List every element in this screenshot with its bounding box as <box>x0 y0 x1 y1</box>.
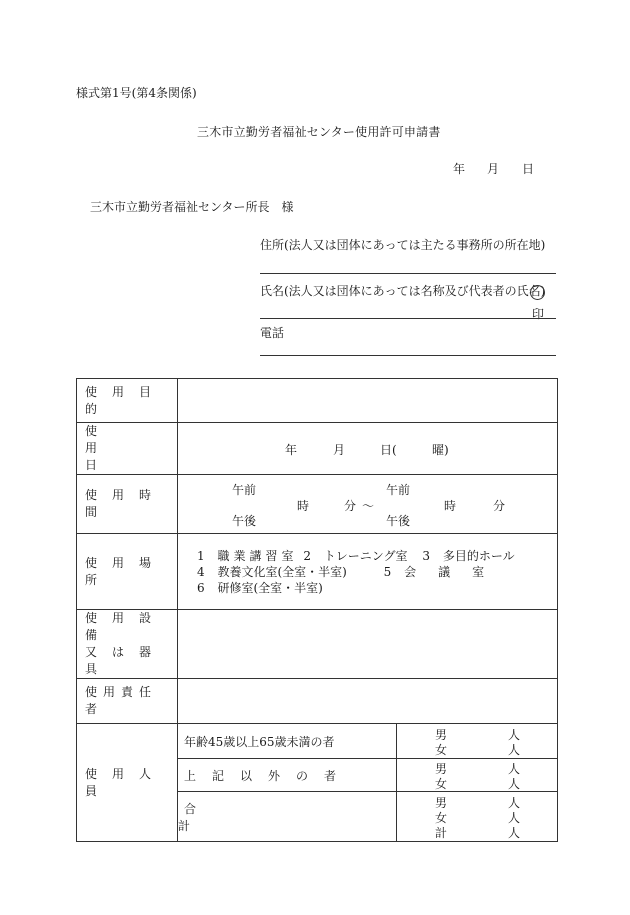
name-line <box>260 318 556 319</box>
persons-label <box>77 724 178 842</box>
row-persons-group1 <box>77 724 558 759</box>
group2-male-label: 男 <box>435 762 448 776</box>
persons-label-text: 使用人員 <box>85 766 167 798</box>
group2-female-row <box>397 775 557 790</box>
place-num-6: 6 <box>197 580 205 595</box>
persons-group1-text: 年齢45歳以上65歳未満の者 <box>184 734 335 749</box>
place-name-1[interactable]: 職業講習室 <box>217 548 298 563</box>
addressee: 三木市立勤労者福祉センター所長 様 <box>90 200 294 214</box>
place-num-2: 2 <box>303 548 311 563</box>
equipment-label-line-2: 又は器具 <box>85 645 167 676</box>
time-label <box>77 475 178 534</box>
name-label: 氏名(法人又は団体にあっては名称及び代表者の氏名) <box>260 284 546 298</box>
persons-group1-count[interactable] <box>397 724 558 759</box>
group2-male-unit: 人 <box>508 762 521 776</box>
date-cell-year: 年 <box>285 443 298 457</box>
group2-female-unit: 人 <box>508 777 521 791</box>
phone-label: 電話 <box>260 326 285 340</box>
place-field[interactable] <box>178 534 558 610</box>
total-female-label: 女 <box>435 811 448 825</box>
place-num-3: 3 <box>422 548 431 563</box>
row-time <box>77 475 558 534</box>
total-sum-unit: 人 <box>508 826 521 840</box>
date-day: 日 <box>522 162 535 176</box>
time-pm2: 午後 <box>386 514 411 528</box>
date-year: 年 <box>453 162 466 176</box>
group1-male-row <box>397 726 557 741</box>
group2-female-label: 女 <box>435 777 448 791</box>
seal-mark: 印 <box>532 307 545 321</box>
seal-circle <box>530 285 545 300</box>
date-cell-day: 日( <box>380 443 397 457</box>
date-field[interactable] <box>178 423 558 475</box>
purpose-label <box>77 379 178 423</box>
row-date <box>77 423 558 475</box>
place-option-line-1 <box>197 548 557 564</box>
place-name-5[interactable]: 会議室 <box>404 564 507 579</box>
phone-line <box>260 355 556 356</box>
row-equipment <box>77 610 558 679</box>
group1-female-unit: 人 <box>508 743 521 757</box>
persons-group1-label <box>178 724 397 759</box>
place-options <box>178 548 557 596</box>
group2-male-row <box>397 760 557 775</box>
equipment-label-line-1: 使用設備 <box>85 611 167 642</box>
persons-total-label <box>178 792 397 842</box>
persons-group2-text: 上記以外の者 <box>184 768 353 783</box>
place-num-5: 5 <box>383 564 392 579</box>
manager-label-text: 使用責任者 <box>85 685 158 716</box>
time-label-text: 使用時間 <box>85 488 167 519</box>
group1-female-label: 女 <box>435 743 448 757</box>
time-minute: 分 <box>344 499 357 513</box>
total-female-row <box>397 809 557 824</box>
place-option-line-2 <box>197 564 557 580</box>
place-label <box>77 534 178 610</box>
address-label: 住所(法人又は団体にあっては主たる事務所の所在地) <box>260 238 546 252</box>
manager-field[interactable] <box>178 679 558 724</box>
place-num-1: 1 <box>197 548 205 563</box>
persons-total-count[interactable] <box>397 792 558 842</box>
date-month: 月 <box>487 162 500 176</box>
place-num-4: 4 <box>197 564 205 579</box>
equipment-field[interactable] <box>178 610 558 679</box>
group1-female-row <box>397 741 557 756</box>
form-number: 様式第1号(第4条関係) <box>76 86 197 100</box>
manager-label <box>77 679 178 724</box>
place-label-text: 使用場所 <box>85 555 167 587</box>
persons-group2-label <box>178 759 397 792</box>
group1-male-label: 男 <box>435 728 448 742</box>
row-manager <box>77 679 558 724</box>
total-female-unit: 人 <box>508 811 521 825</box>
total-male-unit: 人 <box>508 796 521 810</box>
place-name-4[interactable]: 教養文化室(全室・半室) <box>217 564 347 579</box>
place-option-line-3 <box>197 580 557 596</box>
date-label <box>77 423 178 475</box>
purpose-label-text: 使用目的 <box>85 384 167 416</box>
page-title: 三木市立勤労者福祉センター使用許可申請書 <box>197 125 441 139</box>
total-male-row <box>397 794 557 809</box>
total-sum-row <box>397 824 557 839</box>
time-field[interactable] <box>178 475 558 534</box>
time-am: 午前 <box>232 483 257 497</box>
total-sum-label: 計 <box>435 826 448 840</box>
time-hour2: 時 <box>444 499 457 513</box>
group1-male-unit: 人 <box>508 728 521 742</box>
place-name-3[interactable]: 多目的ホール <box>442 548 515 563</box>
time-minute2: 分 <box>493 499 506 513</box>
application-table <box>76 378 558 842</box>
date-label-text: 使用日 <box>85 424 130 472</box>
time-tilde: 〜 <box>362 499 375 513</box>
date-cell-weekday: 曜) <box>432 443 449 457</box>
persons-group2-count[interactable] <box>397 759 558 792</box>
time-pm: 午後 <box>232 514 257 528</box>
place-name-6[interactable]: 研修室(全室・半室) <box>217 580 323 595</box>
persons-total-text: 合計 <box>178 801 313 833</box>
date-cell-month: 月 <box>333 443 346 457</box>
total-male-label: 男 <box>435 796 448 810</box>
purpose-field[interactable] <box>178 379 558 423</box>
time-hour: 時 <box>297 499 310 513</box>
row-place <box>77 534 558 610</box>
equipment-label <box>77 610 178 679</box>
time-am2: 午前 <box>386 483 411 497</box>
address-line <box>260 273 556 274</box>
place-name-2[interactable]: トレーニング室 <box>323 548 408 563</box>
row-purpose <box>77 379 558 423</box>
